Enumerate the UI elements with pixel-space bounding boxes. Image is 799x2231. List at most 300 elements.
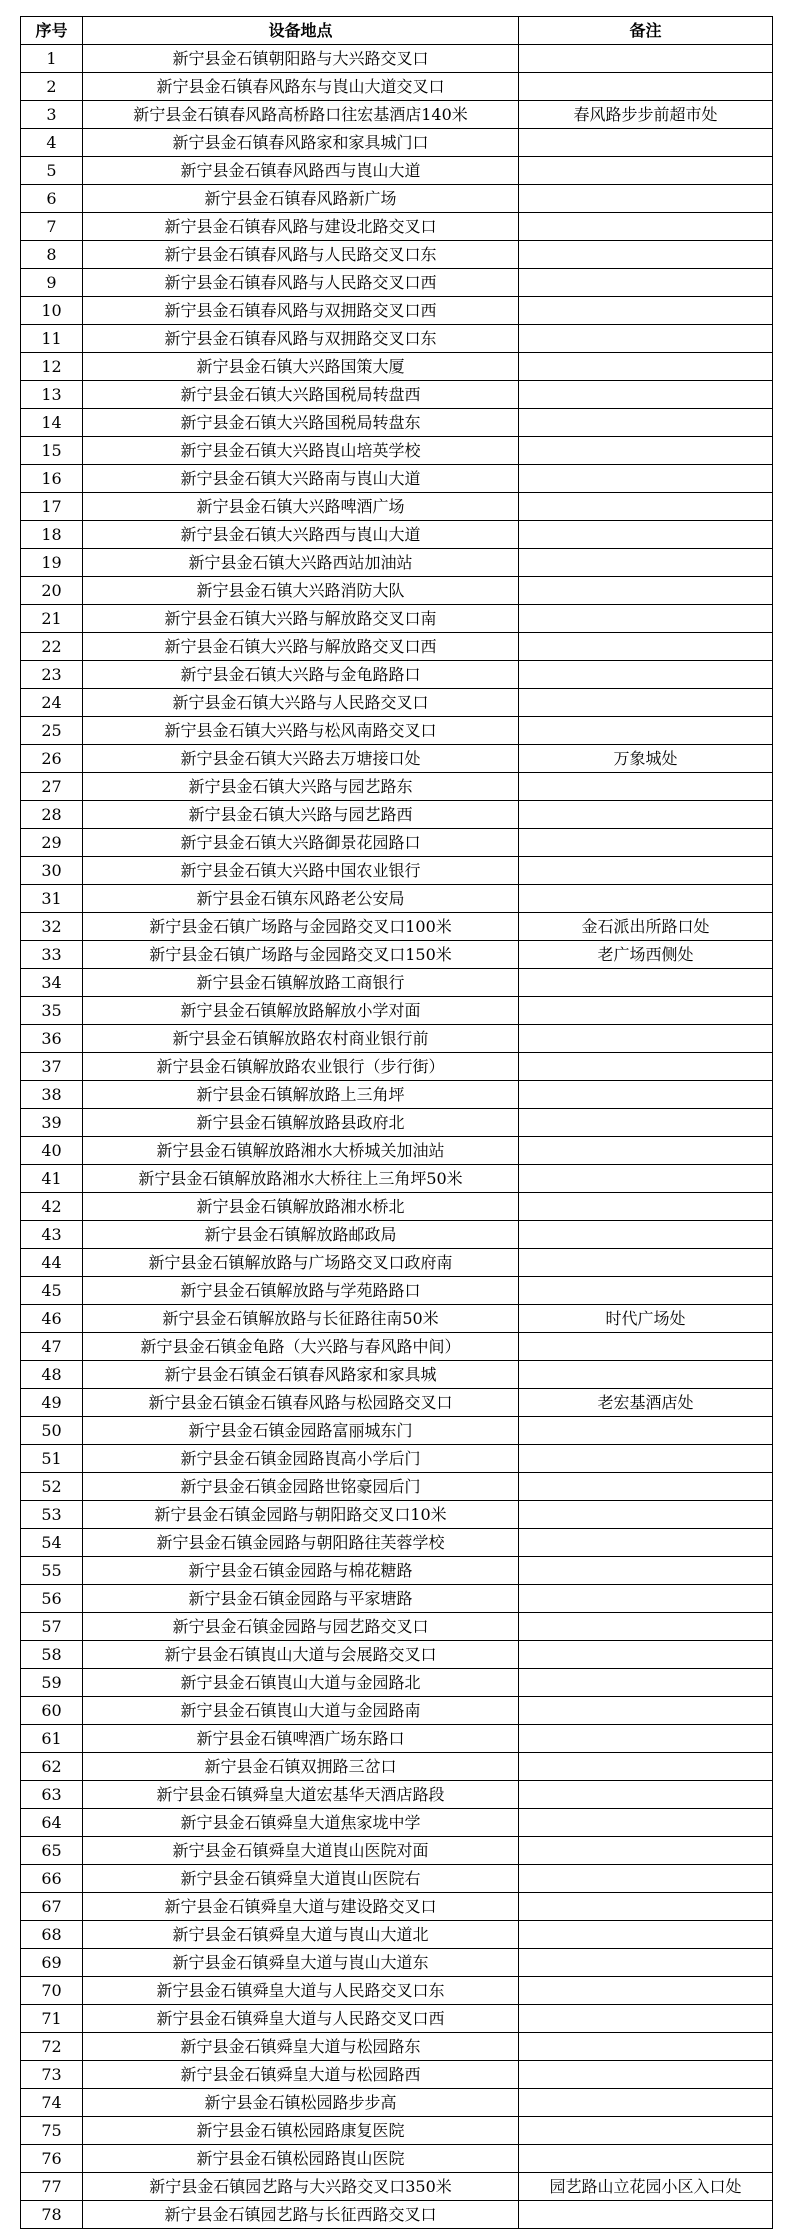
serial-number-cell: 75	[21, 2117, 83, 2145]
serial-number-cell: 73	[21, 2061, 83, 2089]
note-cell	[519, 1893, 773, 1921]
serial-number-cell: 26	[21, 745, 83, 773]
location-cell: 新宁县金石镇大兴路与金龟路路口	[83, 661, 519, 689]
location-cell: 新宁县金石镇舜皇大道与崀山大道北	[83, 1921, 519, 1949]
table-row	[21, 2117, 773, 2145]
location-cell: 新宁县金石镇解放路工商银行	[83, 969, 519, 997]
serial-number-cell: 57	[21, 1613, 83, 1641]
table-row	[21, 997, 773, 1025]
location-cell: 新宁县金石镇松园路步步高	[83, 2089, 519, 2117]
serial-number-cell: 56	[21, 1585, 83, 1613]
table-row	[21, 689, 773, 717]
serial-number-cell: 71	[21, 2005, 83, 2033]
table-row	[21, 2005, 773, 2033]
note-cell	[519, 1193, 773, 1221]
location-cell: 新宁县金石镇春风路与人民路交叉口西	[83, 269, 519, 297]
serial-number-cell: 70	[21, 1977, 83, 2005]
location-cell: 新宁县金石镇解放路与广场路交叉口政府南	[83, 1249, 519, 1277]
table-row	[21, 1417, 773, 1445]
document-page	[20, 16, 773, 2229]
location-cell: 新宁县金石镇金园路崀高小学后门	[83, 1445, 519, 1473]
serial-number-cell: 62	[21, 1753, 83, 1781]
table-row	[21, 2033, 773, 2061]
note-cell	[519, 45, 773, 73]
serial-number-cell: 34	[21, 969, 83, 997]
note-cell	[519, 2089, 773, 2117]
table-row	[21, 1613, 773, 1641]
location-cell: 新宁县金石镇解放路与学苑路路口	[83, 1277, 519, 1305]
table-row	[21, 1949, 773, 1977]
table-row	[21, 1809, 773, 1837]
table-row	[21, 437, 773, 465]
note-cell	[519, 493, 773, 521]
note-cell	[519, 1753, 773, 1781]
note-cell	[519, 1725, 773, 1753]
note-cell	[519, 1613, 773, 1641]
location-cell: 新宁县金石镇舜皇大道与人民路交叉口西	[83, 2005, 519, 2033]
note-cell	[519, 717, 773, 745]
location-cell: 新宁县金石镇大兴路消防大队	[83, 577, 519, 605]
table-row	[21, 1361, 773, 1389]
location-cell: 新宁县金石镇崀山大道与金园路南	[83, 1697, 519, 1725]
serial-number-cell: 65	[21, 1837, 83, 1865]
note-cell	[519, 801, 773, 829]
serial-number-cell: 24	[21, 689, 83, 717]
header-serial-number: 序号	[21, 17, 83, 45]
note-cell	[519, 185, 773, 213]
serial-number-cell: 33	[21, 941, 83, 969]
note-cell	[519, 1473, 773, 1501]
location-cell: 新宁县金石镇舜皇大道崀山医院对面	[83, 1837, 519, 1865]
serial-number-cell: 76	[21, 2145, 83, 2173]
location-cell: 新宁县金石镇东风路老公安局	[83, 885, 519, 913]
serial-number-cell: 22	[21, 633, 83, 661]
table-row	[21, 2201, 773, 2229]
serial-number-cell: 35	[21, 997, 83, 1025]
note-cell	[519, 241, 773, 269]
serial-number-cell: 72	[21, 2033, 83, 2061]
location-cell: 新宁县金石镇舜皇大道宏基华天酒店路段	[83, 1781, 519, 1809]
location-cell: 新宁县金石镇解放路解放小学对面	[83, 997, 519, 1025]
location-cell: 新宁县金石镇大兴路与解放路交叉口南	[83, 605, 519, 633]
location-cell: 新宁县金石镇大兴路国策大厦	[83, 353, 519, 381]
serial-number-cell: 18	[21, 521, 83, 549]
serial-number-cell: 19	[21, 549, 83, 577]
location-cell: 新宁县金石镇崀山大道与会展路交叉口	[83, 1641, 519, 1669]
note-cell	[519, 157, 773, 185]
note-cell: 春风路步步前超市处	[519, 101, 773, 129]
location-cell: 新宁县金石镇解放路湘水大桥往上三角坪50米	[83, 1165, 519, 1193]
note-cell	[519, 885, 773, 913]
serial-number-cell: 78	[21, 2201, 83, 2229]
note-cell	[519, 2033, 773, 2061]
table-row	[21, 1501, 773, 1529]
location-cell: 新宁县金石镇朝阳路与大兴路交叉口	[83, 45, 519, 73]
location-cell: 新宁县金石镇金园路世铭豪园后门	[83, 1473, 519, 1501]
table-row	[21, 45, 773, 73]
table-row	[21, 1781, 773, 1809]
location-cell: 新宁县金石镇舜皇大道焦家垅中学	[83, 1809, 519, 1837]
serial-number-cell: 38	[21, 1081, 83, 1109]
location-cell: 新宁县金石镇舜皇大道与崀山大道东	[83, 1949, 519, 1977]
serial-number-cell: 7	[21, 213, 83, 241]
serial-number-cell: 54	[21, 1529, 83, 1557]
location-cell: 新宁县金石镇崀山大道与金园路北	[83, 1669, 519, 1697]
note-cell	[519, 1165, 773, 1193]
location-cell: 新宁县金石镇舜皇大道与松园路西	[83, 2061, 519, 2089]
table-row	[21, 521, 773, 549]
serial-number-cell: 77	[21, 2173, 83, 2201]
note-cell	[519, 1081, 773, 1109]
note-cell: 园艺路山立花园小区入口处	[519, 2173, 773, 2201]
table-row	[21, 1249, 773, 1277]
location-cell: 新宁县金石镇金龟路（大兴路与春风路中间）	[83, 1333, 519, 1361]
location-cell: 新宁县金石镇大兴路西与崀山大道	[83, 521, 519, 549]
table-row	[21, 1893, 773, 1921]
header-device-location: 设备地点	[83, 17, 519, 45]
location-cell: 新宁县金石镇大兴路与园艺路西	[83, 801, 519, 829]
table-row	[21, 157, 773, 185]
note-cell	[519, 381, 773, 409]
serial-number-cell: 13	[21, 381, 83, 409]
serial-number-cell: 8	[21, 241, 83, 269]
serial-number-cell: 3	[21, 101, 83, 129]
location-cell: 新宁县金石镇金园路与棉花糖路	[83, 1557, 519, 1585]
location-cell: 新宁县金石镇春风路家和家具城门口	[83, 129, 519, 157]
location-cell: 新宁县金石镇解放路县政府北	[83, 1109, 519, 1137]
note-cell: 时代广场处	[519, 1305, 773, 1333]
note-cell	[519, 2005, 773, 2033]
note-cell	[519, 297, 773, 325]
serial-number-cell: 36	[21, 1025, 83, 1053]
serial-number-cell: 5	[21, 157, 83, 185]
location-cell: 新宁县金石镇解放路上三角坪	[83, 1081, 519, 1109]
location-cell: 新宁县金石镇大兴路御景花园路口	[83, 829, 519, 857]
note-cell	[519, 605, 773, 633]
note-cell	[519, 1053, 773, 1081]
note-cell	[519, 997, 773, 1025]
serial-number-cell: 15	[21, 437, 83, 465]
location-cell: 新宁县金石镇解放路农村商业银行前	[83, 1025, 519, 1053]
table-row	[21, 1333, 773, 1361]
location-cell: 新宁县金石镇园艺路与大兴路交叉口350米	[83, 2173, 519, 2201]
note-cell: 万象城处	[519, 745, 773, 773]
table-row	[21, 1305, 773, 1333]
location-cell: 新宁县金石镇园艺路与长征西路交叉口	[83, 2201, 519, 2229]
location-cell: 新宁县金石镇大兴路南与崀山大道	[83, 465, 519, 493]
table-row	[21, 661, 773, 689]
note-cell	[519, 353, 773, 381]
note-cell	[519, 857, 773, 885]
serial-number-cell: 47	[21, 1333, 83, 1361]
note-cell	[519, 1977, 773, 2005]
table-row	[21, 1109, 773, 1137]
serial-number-cell: 9	[21, 269, 83, 297]
location-cell: 新宁县金石镇大兴路中国农业银行	[83, 857, 519, 885]
table-row	[21, 801, 773, 829]
table-row	[21, 213, 773, 241]
table-row	[21, 717, 773, 745]
table-row	[21, 409, 773, 437]
note-cell	[519, 1025, 773, 1053]
table-row	[21, 1473, 773, 1501]
table-row	[21, 1389, 773, 1417]
note-cell	[519, 1137, 773, 1165]
note-cell	[519, 2201, 773, 2229]
table-row	[21, 1081, 773, 1109]
serial-number-cell: 32	[21, 913, 83, 941]
table-row	[21, 353, 773, 381]
table-row	[21, 269, 773, 297]
note-cell	[519, 2061, 773, 2089]
note-cell	[519, 1277, 773, 1305]
serial-number-cell: 63	[21, 1781, 83, 1809]
note-cell	[519, 2145, 773, 2173]
note-cell	[519, 1109, 773, 1137]
serial-number-cell: 64	[21, 1809, 83, 1837]
serial-number-cell: 74	[21, 2089, 83, 2117]
serial-number-cell: 4	[21, 129, 83, 157]
table-row	[21, 1697, 773, 1725]
serial-number-cell: 25	[21, 717, 83, 745]
note-cell	[519, 1361, 773, 1389]
note-cell: 金石派出所路口处	[519, 913, 773, 941]
note-cell	[519, 1501, 773, 1529]
table-row	[21, 1221, 773, 1249]
table-row	[21, 493, 773, 521]
table-row	[21, 577, 773, 605]
location-cell: 新宁县金石镇解放路湘水桥北	[83, 1193, 519, 1221]
note-cell	[519, 521, 773, 549]
table-row	[21, 129, 773, 157]
location-cell: 新宁县金石镇春风路东与崀山大道交叉口	[83, 73, 519, 101]
device-location-table	[20, 16, 773, 2229]
table-row	[21, 829, 773, 857]
note-cell	[519, 1557, 773, 1585]
serial-number-cell: 23	[21, 661, 83, 689]
note-cell	[519, 1417, 773, 1445]
table-row	[21, 1977, 773, 2005]
table-body	[21, 45, 773, 2229]
note-cell	[519, 1221, 773, 1249]
table-row	[21, 549, 773, 577]
table-row	[21, 1025, 773, 1053]
location-cell: 新宁县金石镇舜皇大道与人民路交叉口东	[83, 1977, 519, 2005]
location-cell: 新宁县金石镇大兴路国税局转盘西	[83, 381, 519, 409]
serial-number-cell: 31	[21, 885, 83, 913]
serial-number-cell: 51	[21, 1445, 83, 1473]
location-cell: 新宁县金石镇春风路与人民路交叉口东	[83, 241, 519, 269]
serial-number-cell: 42	[21, 1193, 83, 1221]
note-cell	[519, 1333, 773, 1361]
location-cell: 新宁县金石镇双拥路三岔口	[83, 1753, 519, 1781]
location-cell: 新宁县金石镇广场路与金园路交叉口100米	[83, 913, 519, 941]
table-row	[21, 1529, 773, 1557]
table-row	[21, 465, 773, 493]
serial-number-cell: 61	[21, 1725, 83, 1753]
location-cell: 新宁县金石镇金园路与平家塘路	[83, 1585, 519, 1613]
table-row	[21, 1725, 773, 1753]
serial-number-cell: 44	[21, 1249, 83, 1277]
table-row	[21, 325, 773, 353]
table-row	[21, 969, 773, 997]
location-cell: 新宁县金石镇舜皇大道崀山医院右	[83, 1865, 519, 1893]
serial-number-cell: 40	[21, 1137, 83, 1165]
location-cell: 新宁县金石镇大兴路啤酒广场	[83, 493, 519, 521]
serial-number-cell: 69	[21, 1949, 83, 1977]
location-cell: 新宁县金石镇大兴路崀山培英学校	[83, 437, 519, 465]
note-cell	[519, 1781, 773, 1809]
serial-number-cell: 2	[21, 73, 83, 101]
serial-number-cell: 50	[21, 1417, 83, 1445]
table-row	[21, 857, 773, 885]
serial-number-cell: 41	[21, 1165, 83, 1193]
note-cell	[519, 1949, 773, 1977]
location-cell: 新宁县金石镇大兴路与松风南路交叉口	[83, 717, 519, 745]
note-cell	[519, 437, 773, 465]
note-cell	[519, 1837, 773, 1865]
serial-number-cell: 1	[21, 45, 83, 73]
table-row	[21, 885, 773, 913]
table-row	[21, 1641, 773, 1669]
location-cell: 新宁县金石镇大兴路与解放路交叉口西	[83, 633, 519, 661]
serial-number-cell: 6	[21, 185, 83, 213]
serial-number-cell: 17	[21, 493, 83, 521]
table-row	[21, 1921, 773, 1949]
serial-number-cell: 49	[21, 1389, 83, 1417]
table-row	[21, 73, 773, 101]
note-cell	[519, 2117, 773, 2145]
table-row	[21, 1585, 773, 1613]
location-cell: 新宁县金石镇金园路与朝阳路交叉口10米	[83, 1501, 519, 1529]
location-cell: 新宁县金石镇解放路农业银行（步行街）	[83, 1053, 519, 1081]
note-cell	[519, 773, 773, 801]
note-cell: 老宏基酒店处	[519, 1389, 773, 1417]
table-row	[21, 297, 773, 325]
location-cell: 新宁县金石镇啤酒广场东路口	[83, 1725, 519, 1753]
table-row	[21, 605, 773, 633]
serial-number-cell: 21	[21, 605, 83, 633]
location-cell: 新宁县金石镇金园路与朝阳路往芙蓉学校	[83, 1529, 519, 1557]
location-cell: 新宁县金石镇大兴路国税局转盘东	[83, 409, 519, 437]
location-cell: 新宁县金石镇大兴路与人民路交叉口	[83, 689, 519, 717]
note-cell	[519, 213, 773, 241]
note-cell	[519, 1641, 773, 1669]
serial-number-cell: 16	[21, 465, 83, 493]
location-cell: 新宁县金石镇金石镇春风路家和家具城	[83, 1361, 519, 1389]
location-cell: 新宁县金石镇松园路崀山医院	[83, 2145, 519, 2173]
serial-number-cell: 52	[21, 1473, 83, 1501]
table-row	[21, 2061, 773, 2089]
table-row	[21, 633, 773, 661]
location-cell: 新宁县金石镇松园路康复医院	[83, 2117, 519, 2145]
serial-number-cell: 48	[21, 1361, 83, 1389]
note-cell	[519, 1669, 773, 1697]
table-header-row	[21, 17, 773, 45]
note-cell	[519, 549, 773, 577]
table-row	[21, 2173, 773, 2201]
location-cell: 新宁县金石镇春风路高桥路口往宏基酒店140米	[83, 101, 519, 129]
location-cell: 新宁县金石镇金园路富丽城东门	[83, 1417, 519, 1445]
serial-number-cell: 14	[21, 409, 83, 437]
note-cell	[519, 1697, 773, 1725]
table-row	[21, 101, 773, 129]
table-row	[21, 1837, 773, 1865]
serial-number-cell: 20	[21, 577, 83, 605]
note-cell	[519, 1249, 773, 1277]
table-row	[21, 1445, 773, 1473]
note-cell	[519, 1809, 773, 1837]
table-row	[21, 1557, 773, 1585]
table-row	[21, 1753, 773, 1781]
serial-number-cell: 12	[21, 353, 83, 381]
table-row	[21, 1053, 773, 1081]
note-cell	[519, 409, 773, 437]
table-row	[21, 1669, 773, 1697]
location-cell: 新宁县金石镇金园路与园艺路交叉口	[83, 1613, 519, 1641]
table-row	[21, 1277, 773, 1305]
serial-number-cell: 67	[21, 1893, 83, 1921]
serial-number-cell: 55	[21, 1557, 83, 1585]
serial-number-cell: 53	[21, 1501, 83, 1529]
table-row	[21, 2089, 773, 2117]
note-cell: 老广场西侧处	[519, 941, 773, 969]
note-cell	[519, 969, 773, 997]
location-cell: 新宁县金石镇解放路与长征路往南50米	[83, 1305, 519, 1333]
location-cell: 新宁县金石镇舜皇大道与建设路交叉口	[83, 1893, 519, 1921]
note-cell	[519, 325, 773, 353]
serial-number-cell: 46	[21, 1305, 83, 1333]
location-cell: 新宁县金石镇舜皇大道与松园路东	[83, 2033, 519, 2061]
note-cell	[519, 829, 773, 857]
serial-number-cell: 58	[21, 1641, 83, 1669]
serial-number-cell: 45	[21, 1277, 83, 1305]
note-cell	[519, 269, 773, 297]
location-cell: 新宁县金石镇春风路与建设北路交叉口	[83, 213, 519, 241]
note-cell	[519, 661, 773, 689]
serial-number-cell: 60	[21, 1697, 83, 1725]
header-note: 备注	[519, 17, 773, 45]
note-cell	[519, 689, 773, 717]
note-cell	[519, 577, 773, 605]
table-row	[21, 941, 773, 969]
note-cell	[519, 465, 773, 493]
table-row	[21, 1137, 773, 1165]
table-row	[21, 1865, 773, 1893]
table-row	[21, 913, 773, 941]
note-cell	[519, 129, 773, 157]
location-cell: 新宁县金石镇春风路与双拥路交叉口西	[83, 297, 519, 325]
table-row	[21, 185, 773, 213]
serial-number-cell: 29	[21, 829, 83, 857]
location-cell: 新宁县金石镇解放路湘水大桥城关加油站	[83, 1137, 519, 1165]
location-cell: 新宁县金石镇解放路邮政局	[83, 1221, 519, 1249]
note-cell	[519, 73, 773, 101]
note-cell	[519, 1445, 773, 1473]
serial-number-cell: 68	[21, 1921, 83, 1949]
table-row	[21, 241, 773, 269]
note-cell	[519, 1865, 773, 1893]
table-row	[21, 1165, 773, 1193]
serial-number-cell: 43	[21, 1221, 83, 1249]
location-cell: 新宁县金石镇春风路西与崀山大道	[83, 157, 519, 185]
serial-number-cell: 28	[21, 801, 83, 829]
serial-number-cell: 11	[21, 325, 83, 353]
table-row	[21, 745, 773, 773]
serial-number-cell: 30	[21, 857, 83, 885]
serial-number-cell: 59	[21, 1669, 83, 1697]
location-cell: 新宁县金石镇大兴路西站加油站	[83, 549, 519, 577]
